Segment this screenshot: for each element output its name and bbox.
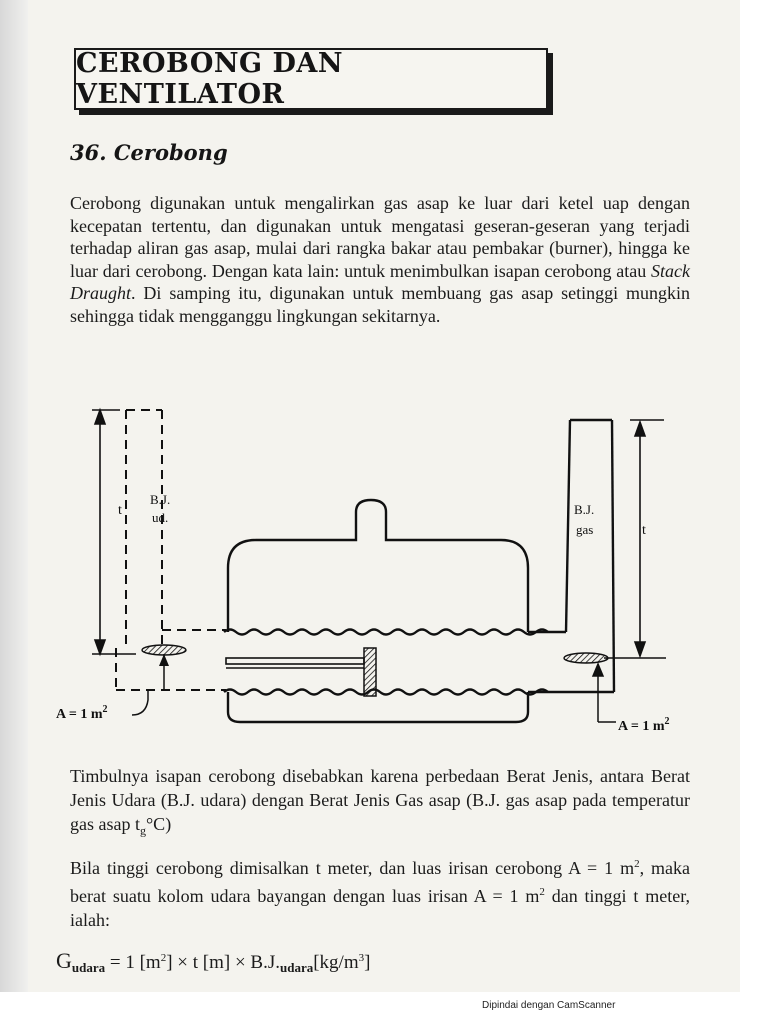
book-page <box>28 0 740 992</box>
formula-rhs-2: ] × t [m] × B.J. <box>166 952 280 973</box>
column-text-b: , maka berat suatu kolom udara bayangan dengan luas irisan A = 1 m <box>70 858 690 906</box>
right-area-text: A = 1 m <box>618 719 665 734</box>
scan-shadow <box>0 0 28 992</box>
left-bj-label-1: B.J. <box>150 492 171 507</box>
formula-rhs-4: ] <box>364 952 371 973</box>
chapter-title: CEROBONG DAN VENTILATOR <box>76 48 344 110</box>
right-area-disc <box>564 653 608 663</box>
scanner-watermark: Dipindai dengan CamScanner <box>482 1000 616 1011</box>
column-sup-a: 2 <box>634 858 640 870</box>
right-bj-label-2: gas <box>576 522 594 537</box>
boiler-body <box>224 500 614 722</box>
formula-bj-sub: udara <box>280 960 314 975</box>
left-area-disc <box>142 645 186 655</box>
left-area-label <box>56 704 107 722</box>
right-area-sup: 2 <box>664 716 670 727</box>
column-paragraph <box>70 852 690 932</box>
column-sup-b: 2 <box>539 886 545 898</box>
density-text: Timbulnya isapan cerobong disebabkan karena perbedaan Berat Jenis, antara Berat Jenis Udara (B.J. udara) dengan Berat Jenis Gas asap (B.J. gas asap pada temperatur gas asap t <box>70 766 690 834</box>
formula-rhs-3: [kg/m <box>313 952 359 973</box>
weight-formula <box>56 948 370 974</box>
density-sub: g <box>139 823 146 838</box>
chapter-title-box <box>74 48 548 110</box>
left-area-text: A = 1 m <box>56 707 103 722</box>
formula-rhs-1: = 1 [m <box>105 952 161 973</box>
column-text-c: dan tinggi t meter, ialah: <box>70 886 690 930</box>
density-paragraph <box>70 764 690 843</box>
right-area-label <box>618 716 669 734</box>
left-area-sup: 2 <box>102 704 108 715</box>
left-bj-label-2: ud. <box>152 510 169 525</box>
bridge-wall <box>364 648 376 696</box>
right-height-label: t <box>642 523 646 538</box>
formula-g: G <box>56 948 72 973</box>
density-end: °C) <box>145 814 172 834</box>
left-height-arrow <box>92 410 136 654</box>
formula-g-sub: udara <box>71 960 106 975</box>
right-bj-label-1: B.J. <box>574 502 595 517</box>
chimney-diagram <box>56 400 696 745</box>
column-text-a: Bila tinggi cerobong dimisalkan t meter, dan luas irisan cerobong A = 1 m <box>70 858 635 878</box>
formula-sup-3: 3 <box>358 952 365 964</box>
section-title: 36. Cerobong <box>70 140 228 165</box>
left-height-label: t <box>118 503 122 518</box>
formula-sup-2: 2 <box>160 952 167 964</box>
grate <box>226 658 364 668</box>
chimney <box>566 420 614 692</box>
stack-draught-term: Stack Draught <box>70 260 690 304</box>
intro-paragraph: Cerobong digunakan untuk mengalirkan gas asap ke luar dari ketel uap dengan kecepatan tertentu, dan digunakan untuk mengatasi geseran-geseran yang terjadi terhadap aliran gas asap, mulai dari rangka bakar atau pembakar (burner), hingga ke luar dari cerobong. Dengan kata lain: untuk menimbulkan isapan cerobong atau Stack Draught. Di samping itu, digunakan untuk membuang gas asap setinggi mungkin sehingga tidak mengganggu lingkungan sekitarnya. <box>70 193 690 326</box>
